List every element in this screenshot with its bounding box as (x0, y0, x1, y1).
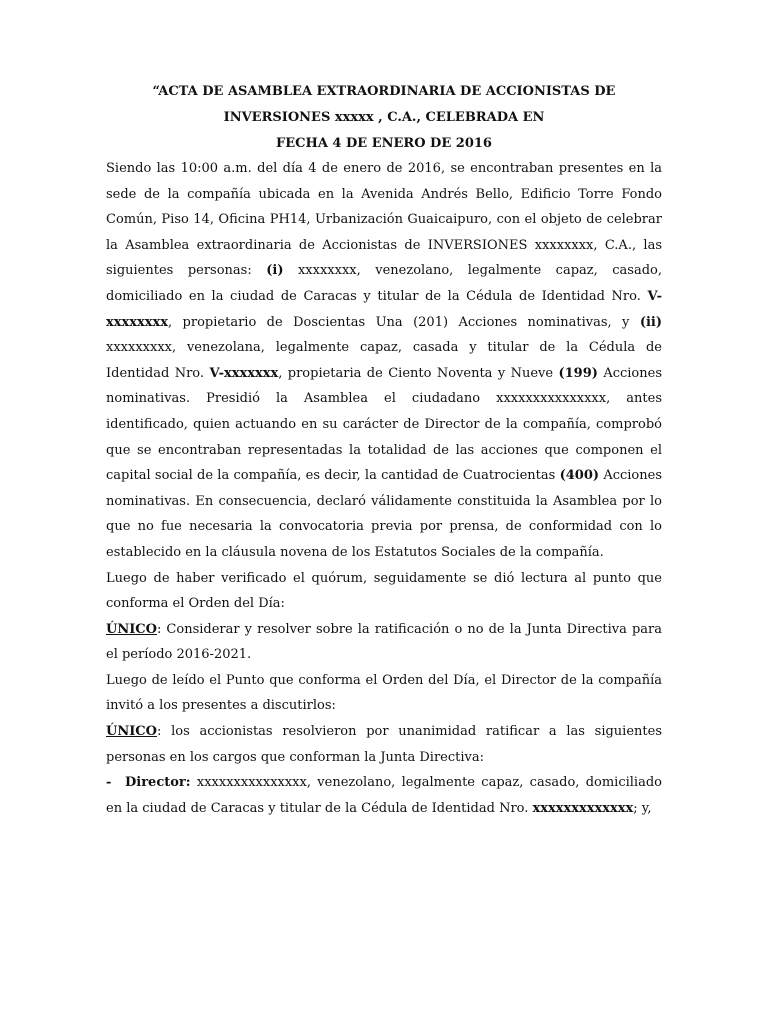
attendee-marker-ii: (ii) (639, 314, 662, 330)
attendance-text-intro: Siendo las 10:00 a.m. del día 4 de enero de 2016, se encontraban presentes en la sede de la compañía ubicada en la Avenida Andrés Bello, Edificio Torre Fondo Común, Piso 14, Oficina PH14, Urbanización Guaicaipuro, con el objeto de celebrar la Asamblea extraordinaria de Accionistas de INVERSIONES xxxxxxxx, C.A., las siguientes personas: (106, 161, 662, 279)
title-line-2: INVERSIONES xxxxx , C.A., CELEBRADA EN (223, 109, 545, 125)
attendance-text-second-shares: , propietaria de Ciento Noventa y Nueve (278, 365, 559, 381)
total-share-count: (400) (559, 468, 600, 484)
first-holder-id: V-xxxxxxxx (106, 288, 662, 330)
director-text-end: ; y, (633, 800, 652, 816)
attendance-text-presiding: Acciones nominativas. Presidió la Asamblea el ciudadano xxxxxxxxxxxxxxx, antes identificado, quien actuando en su carácter de Director de la compañía, comprobó que se encontraban representadas la totalidad de las acciones que componen el capital social de la compañía, es decir, la cantidad de Cuatrocientas (106, 365, 662, 484)
document-body (106, 156, 662, 821)
attendance-text-first-shares: , propietario de Doscientas Una (201) Acciones nominativas, y (168, 314, 640, 330)
director-text: xxxxxxxxxxxxxxx, venezolano, legalmente capaz, casado, domiciliado en la ciudad de Caracas y titular de la Cédula de Identidad Nro. (106, 775, 662, 816)
director-id: xxxxxxxxxxxxx (532, 800, 634, 816)
paragraph-director (106, 770, 662, 821)
second-holder-share-count: (199) (558, 365, 598, 381)
title-line-3: FECHA 4 DE ENERO DE 2016 (276, 135, 492, 151)
paragraph-quorum: Luego de haber verificado el quórum, seguidamente se dió lectura al punto que conforma el Orden del Día: (106, 570, 662, 612)
second-holder-id: V-xxxxxxx (209, 365, 279, 381)
director-role-label: Director: (125, 775, 191, 791)
paragraph-attendance (106, 156, 662, 566)
paragraph-agenda-item (106, 617, 662, 668)
resolution-label: ÚNICO (106, 724, 157, 740)
list-dash: - (106, 775, 112, 791)
paragraph-discussion: Luego de leído el Punto que conforma el Orden del Día, el Director de la compañía invitó a los presentes a discutirlos: (106, 672, 662, 714)
resolution-text: : los accionistas resolvieron por unanimidad ratificar a las siguientes personas en los cargos que conforman la Junta Directiva: (106, 724, 662, 765)
paragraph-resolution (106, 719, 662, 770)
attendee-marker-i: (i) (266, 263, 284, 279)
agenda-item-label: ÚNICO (106, 621, 157, 637)
document-title (106, 79, 662, 156)
attendance-text-first-holder: xxxxxxxx, venezolano, legalmente capaz, casado, domiciliado en la ciudad de Caracas y titular de la Cédula de Identidad Nro. (106, 263, 662, 304)
title-line-1: “ACTA DE ASAMBLEA EXTRAORDINARIA DE ACCIONISTAS DE (152, 84, 616, 99)
attendance-text-constituted: Acciones nominativas. En consecuencia, declaró válidamente constituida la Asamblea por lo que no fue necesaria la convocatoria previa por prensa, de conformidad con lo establecido en la cláusula novena de los Estatutos Sociales de la compañía. (106, 468, 662, 560)
agenda-item-text: : Considerar y resolver sobre la ratificación o no de la Junta Directiva para el período 2016-2021. (106, 621, 662, 663)
attendance-text-second-holder: xxxxxxxxx, venezolana, legalmente capaz, casada y titular de la Cédula de Identidad Nro. (106, 340, 662, 381)
